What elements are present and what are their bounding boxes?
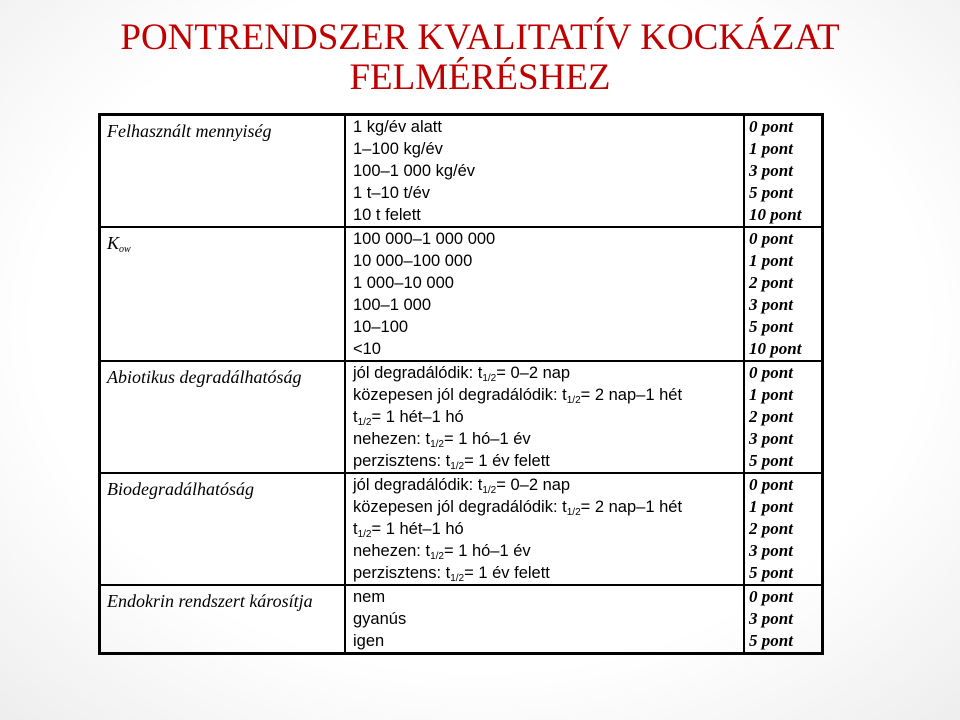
points-value: 1 pont xyxy=(749,139,793,158)
range-cell xyxy=(345,585,744,654)
range-text: = 1 hó–1 év xyxy=(443,430,531,448)
points-value: 5 pont xyxy=(749,451,793,470)
range-text: igen xyxy=(353,632,385,650)
table-row xyxy=(100,361,823,473)
range-cell xyxy=(345,227,744,361)
points-value: 3 pont xyxy=(749,161,793,180)
range-text: 1 000–10 000 xyxy=(353,274,454,292)
points-value: 0 pont xyxy=(749,363,793,382)
range-line xyxy=(353,630,743,652)
points-value: 2 pont xyxy=(749,407,793,426)
criterion-subscript: ow xyxy=(119,244,131,255)
table-row xyxy=(100,227,823,361)
criterion-cell xyxy=(100,361,346,473)
range-line xyxy=(353,338,743,360)
points-value: 1 pont xyxy=(749,385,793,404)
half-life-subscript: 1/2 xyxy=(430,439,444,450)
points-value: 3 pont xyxy=(749,609,793,628)
points-value: 1 pont xyxy=(749,497,793,516)
range-text: 100 000–1 000 000 xyxy=(353,230,496,248)
points-value: 5 pont xyxy=(749,183,793,202)
points-value: 10 pont xyxy=(749,339,802,358)
range-line xyxy=(353,496,743,518)
range-text: 10 t felett xyxy=(353,206,421,224)
criterion-label: Endokrin rendszert károsítja xyxy=(107,591,313,611)
table-row xyxy=(100,115,823,228)
criterion-cell xyxy=(100,115,346,228)
half-life-subscript: 1/2 xyxy=(450,573,465,584)
half-life-subscript: 1/2 xyxy=(357,417,372,428)
range-text: = 2 nap–1 hét xyxy=(580,498,683,516)
criterion-label: Biodegradálhatóság xyxy=(107,479,254,499)
points-value: 3 pont xyxy=(749,541,793,560)
range-text: 100–1 000 xyxy=(353,296,431,314)
range-text: t xyxy=(353,408,358,426)
range-cell xyxy=(345,115,744,228)
table-body xyxy=(100,115,823,654)
table-row xyxy=(100,473,823,585)
points-cell xyxy=(744,115,823,228)
range-line xyxy=(353,428,743,450)
range-line xyxy=(353,586,743,608)
range-text: = 0–2 nap xyxy=(496,476,571,494)
range-line xyxy=(353,250,743,272)
range-text: nehezen: t xyxy=(353,430,431,448)
range-text: = 0–2 nap xyxy=(496,364,571,382)
criterion-cell xyxy=(100,227,346,361)
points-cell xyxy=(744,473,823,585)
criterion-cell xyxy=(100,473,346,585)
half-life-subscript: 1/2 xyxy=(566,507,581,518)
range-text: t xyxy=(353,520,358,538)
range-cell xyxy=(345,361,744,473)
range-line xyxy=(353,474,743,496)
range-line xyxy=(353,518,743,540)
range-line xyxy=(353,608,743,630)
range-text: perzisztens: t xyxy=(353,452,451,470)
range-text: 10 000–100 000 xyxy=(353,252,473,270)
points-value: 0 pont xyxy=(749,587,793,606)
range-text: nehezen: t xyxy=(353,542,431,560)
points-value: 3 pont xyxy=(749,295,793,314)
points-value: 3 pont xyxy=(749,429,793,448)
range-line xyxy=(353,294,743,316)
points-value: 0 pont xyxy=(749,475,793,494)
range-line xyxy=(353,160,743,182)
points-value: 5 pont xyxy=(749,563,793,582)
points-value: 5 pont xyxy=(749,631,793,650)
half-life-subscript: 1/2 xyxy=(430,551,444,562)
points-value: 10 pont xyxy=(749,205,802,224)
points-cell xyxy=(744,361,823,473)
points-value: 0 pont xyxy=(749,117,793,136)
scoring-table xyxy=(98,113,824,655)
range-text: = 1 hó–1 év xyxy=(443,542,531,560)
range-text: 100–1 000 kg/év xyxy=(353,162,476,180)
half-life-subscript: 1/2 xyxy=(450,461,465,472)
range-text: 1–100 kg/év xyxy=(353,140,443,158)
range-text: jól degradálódik: t xyxy=(353,364,483,382)
range-text: közepesen jól degradálódik: t xyxy=(353,498,567,516)
page-title: PONTRENDSZER KVALITATÍV KOCKÁZAT FELMÉRÉSHEZ xyxy=(120,17,840,98)
range-text: = 1 hét–1 hó xyxy=(371,520,464,538)
range-line xyxy=(353,384,743,406)
criterion-label: Abiotikus degradálhatóság xyxy=(107,367,302,387)
range-line xyxy=(353,450,743,472)
points-cell xyxy=(744,585,823,654)
range-line xyxy=(353,362,743,384)
range-text: perzisztens: t xyxy=(353,564,451,582)
range-text: közepesen jól degradálódik: t xyxy=(353,386,567,404)
range-text: gyanús xyxy=(353,610,407,628)
range-text: 1 t–10 t/év xyxy=(353,184,431,202)
half-life-subscript: 1/2 xyxy=(482,485,497,496)
range-text: = 1 év felett xyxy=(464,452,550,470)
half-life-subscript: 1/2 xyxy=(357,529,372,540)
range-text: 1 kg/év alatt xyxy=(353,118,442,136)
range-line xyxy=(353,540,743,562)
range-text: 10–100 xyxy=(353,318,409,336)
points-value: 2 pont xyxy=(749,273,793,292)
range-text: jól degradálódik: t xyxy=(353,476,483,494)
half-life-subscript: 1/2 xyxy=(566,395,581,406)
half-life-subscript: 1/2 xyxy=(482,373,497,384)
points-value: 2 pont xyxy=(749,519,793,538)
range-line xyxy=(353,272,743,294)
points-value: 5 pont xyxy=(749,317,793,336)
criterion-label: Felhasznált mennyiség xyxy=(107,121,272,141)
criterion-cell xyxy=(100,585,346,654)
criterion-label: K xyxy=(107,233,120,253)
points-value: 0 pont xyxy=(749,229,793,248)
table-row xyxy=(100,585,823,654)
range-cell xyxy=(345,473,744,585)
range-text: = 1 hét–1 hó xyxy=(371,408,464,426)
range-text: nem xyxy=(353,588,386,606)
range-text: <10 xyxy=(353,340,381,358)
range-line xyxy=(353,406,743,428)
points-cell xyxy=(744,227,823,361)
range-line xyxy=(353,204,743,226)
range-text: = 1 év felett xyxy=(464,564,550,582)
range-text: = 2 nap–1 hét xyxy=(580,386,683,404)
range-line xyxy=(353,228,743,250)
points-value: 1 pont xyxy=(749,251,793,270)
range-line xyxy=(353,182,743,204)
range-line xyxy=(353,116,743,138)
range-line xyxy=(353,138,743,160)
range-line xyxy=(353,316,743,338)
range-line xyxy=(353,562,743,584)
